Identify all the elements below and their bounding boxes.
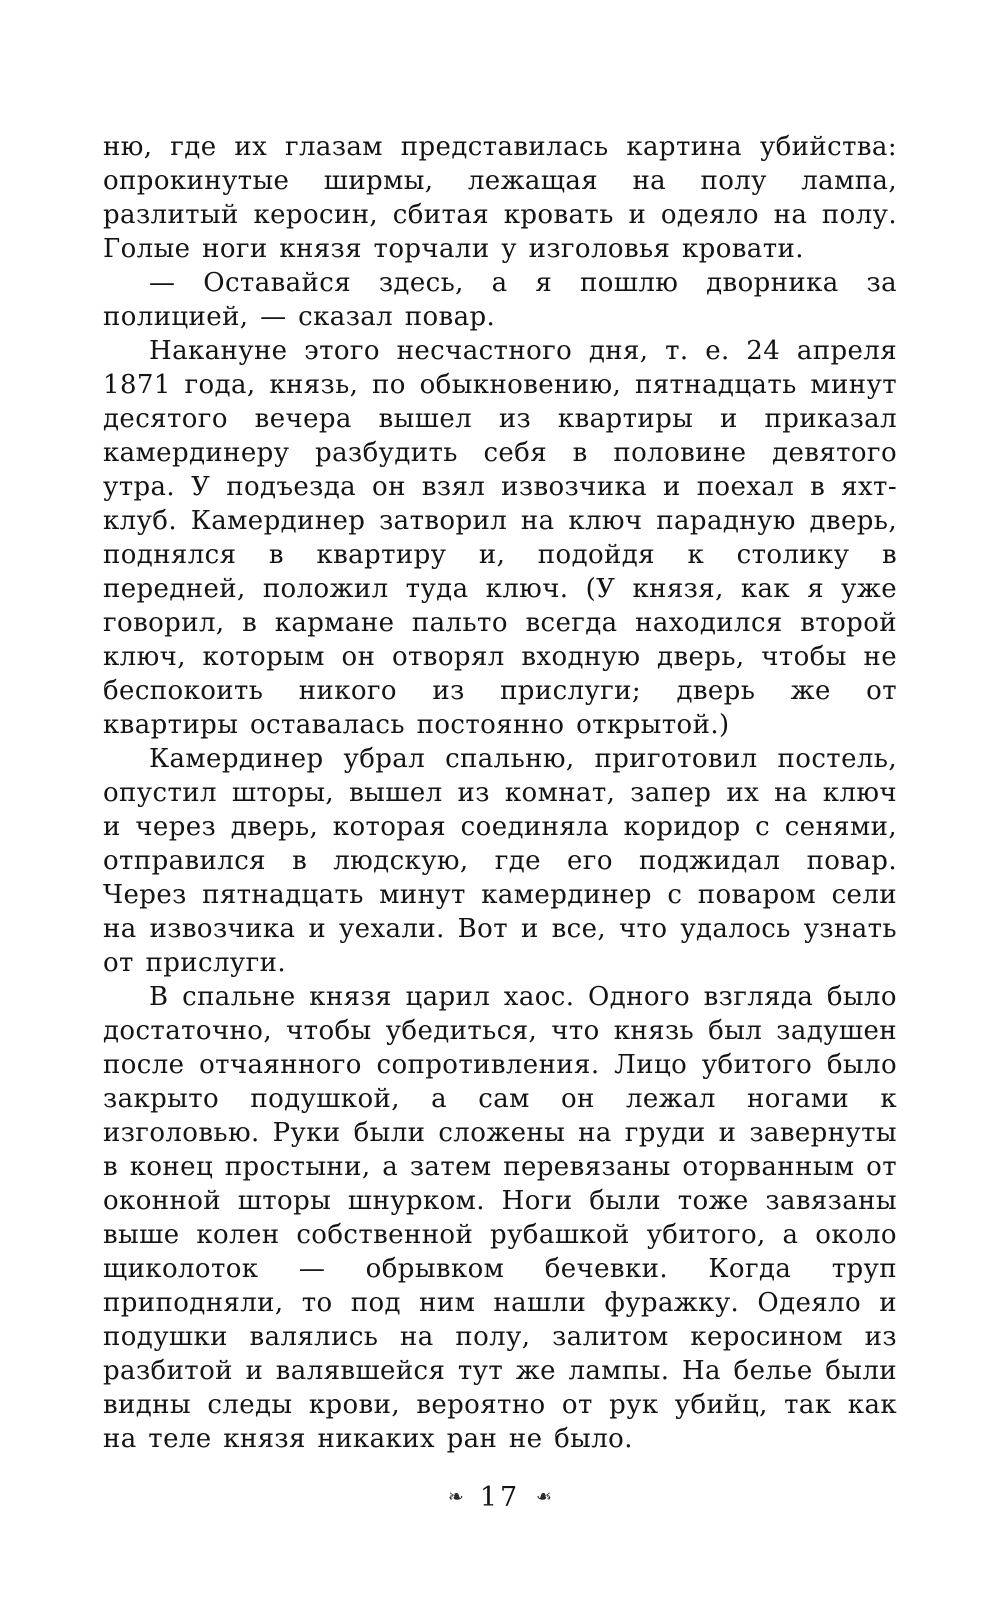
fleuron-right-icon: ❧	[536, 1486, 553, 1508]
paragraph: В спальне князя царил хаос. Одного взгляда было достаточно, чтобы убедиться, что князь был задушен после отчаянного сопротивления. Лицо убитого было закрыто подушкой, а сам он лежал ногами к изголовью. Руки были сложены на груди и завернуты в конец простыни, а затем перевязаны оторванным от оконной шторы шнурком. Ноги были тоже завязаны выше колен собственной рубашкой убитого, а около щиколоток — обрывком бечевки. Когда труп приподняли, то под ним нашли фуражку. Одеяло и подушки валялись на полу, залитом керосином из разбитой и валявшейся тут же лампы. На белье были видны следы крови, вероятно от рук убийц, так как на теле князя никаких ран не было.	[103, 982, 897, 1454]
text-block	[103, 130, 897, 1456]
page-footer	[103, 1482, 897, 1513]
page-number: 17	[479, 1482, 521, 1513]
paragraph-dialogue: — Оставайся здесь, а я пошлю дворника за полицией, — сказал повар.	[103, 268, 897, 332]
paragraph: Накануне этого несчастного дня, т. е. 24 апреля 1871 года, князь, по обыкновению, пятнадцать минут десятого вечера вышел из квартиры и приказал камердинеру разбудить себя в половине девятого утра. У подъезда он взял извозчика и поехал в яхт-клуб. Камердинер затворил на ключ парадную дверь, поднялся в квартиру и, подойдя к столику в передней, положил туда ключ. (У князя, как я уже говорил, в кармане пальто всегда находился второй ключ, которым он отворял входную дверь, чтобы не беспокоить никого из прислуги; дверь же от квартиры оставалась постоянно открытой.)	[103, 336, 897, 740]
fleuron-left-icon: ❧	[447, 1486, 464, 1508]
paragraph-continuation: ню, где их глазам представилась картина убийства: опрокинутые ширмы, лежащая на полу лампа, разлитый керосин, сбитая кровать и одеяло на полу. Голые ноги князя торчали у изголовья кровати.	[103, 132, 897, 264]
paragraph: Камердинер убрал спальню, приготовил постель, опустил шторы, вышел из комнат, запер их на ключ и через дверь, которая соединяла коридор с сенями, отправился в людскую, где его поджидал повар. Через пятнадцать минут камердинер с поваром сели на извозчика и уехали. Вот и все, что удалось узнать от прислуги.	[103, 744, 897, 978]
